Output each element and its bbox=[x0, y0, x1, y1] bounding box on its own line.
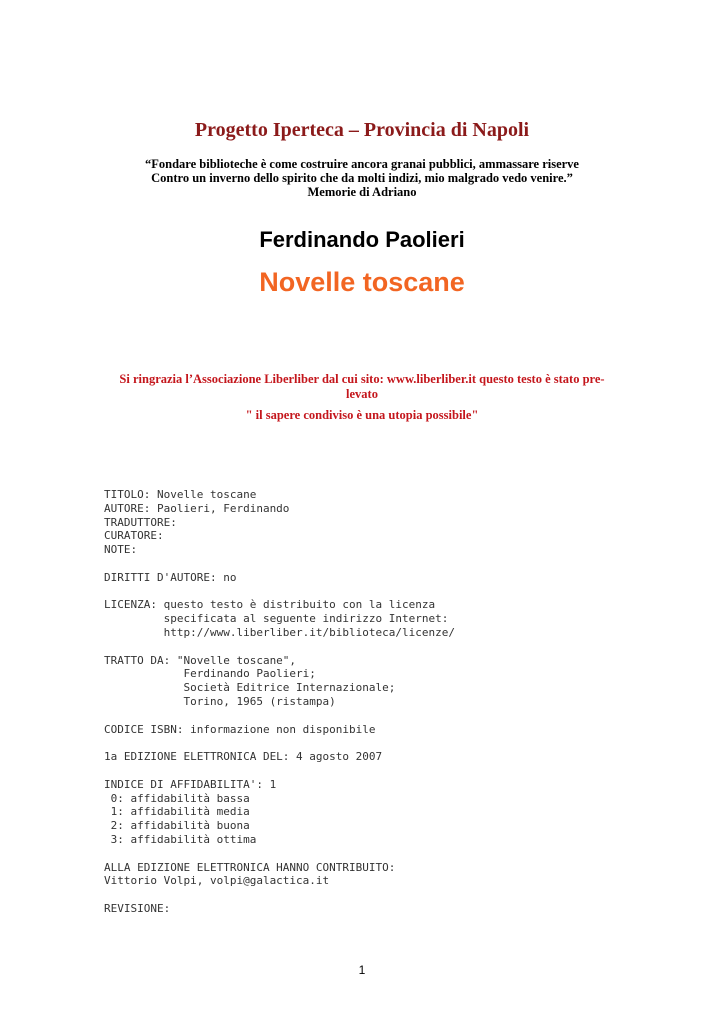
metadata-line: NOTE: bbox=[104, 543, 138, 557]
quote-line: “Fondare biblioteche è come costruire ancora granai pubblici, ammassare riserve bbox=[145, 157, 579, 171]
metadata-line: Ferdinando Paolieri; bbox=[104, 667, 316, 681]
metadata-line: LICENZA: questo testo è distribuito con la licenza bbox=[104, 598, 436, 612]
project-title: Progetto Iperteca – Provincia di Napoli bbox=[194, 119, 530, 141]
quote-line: Contro un inverno dello spirito che da molti indizi, mio malgrado vedo venire.” bbox=[151, 171, 573, 185]
metadata-blank-line bbox=[104, 709, 455, 723]
metadata-line: INDICE DI AFFIDABILITA': 1 bbox=[104, 777, 277, 791]
metadata-line: DIRITTI D'AUTORE: no bbox=[104, 570, 237, 584]
metadata-line: specificata al seguente indirizzo Internet: bbox=[104, 612, 449, 626]
metadata-line: ALLA EDIZIONE ELETTRONICA HANNO CONTRIBUITO: bbox=[104, 860, 396, 874]
metadata-blank-line bbox=[104, 888, 455, 902]
metadata-blank-line bbox=[104, 847, 455, 861]
metadata-blank-line bbox=[104, 764, 455, 778]
metadata-line: Torino, 1965 (ristampa) bbox=[104, 694, 336, 708]
metadata-line: TRADUTTORE: bbox=[104, 515, 177, 529]
metadata-line: 3: affidabilità ottima bbox=[104, 832, 257, 846]
metadata-line: AUTORE: Paolieri, Ferdinando bbox=[104, 501, 290, 515]
metadata-line: CURATORE: bbox=[104, 529, 164, 543]
quote-block bbox=[0, 157, 724, 199]
page-number: 1 bbox=[358, 963, 366, 977]
metadata-line: TITOLO: Novelle toscane bbox=[104, 488, 257, 501]
metadata-blank-line bbox=[104, 557, 455, 571]
metadata-line: 2: affidabilità buona bbox=[104, 819, 250, 833]
thanks-note bbox=[0, 372, 724, 402]
metadata-block bbox=[104, 488, 455, 916]
metadata-line: http://www.liberliber.it/biblioteca/licenze/ bbox=[104, 625, 455, 639]
metadata-line: CODICE ISBN: informazione non disponibile bbox=[104, 722, 376, 736]
motto: " il sapere condiviso è una utopia possibile" bbox=[245, 408, 479, 422]
book-author: Ferdinando Paolieri bbox=[259, 227, 465, 252]
thanks-line: levato bbox=[346, 387, 378, 401]
metadata-blank-line bbox=[104, 640, 455, 654]
metadata-line: REVISIONE: bbox=[104, 901, 171, 915]
metadata-line: 0: affidabilità bassa bbox=[104, 791, 250, 805]
metadata-line: Vittorio Volpi, volpi@galactica.it bbox=[104, 874, 330, 888]
metadata-blank-line bbox=[104, 585, 455, 599]
metadata-line: 1: affidabilità media bbox=[104, 805, 250, 819]
metadata-line: TRATTO DA: "Novelle toscane", bbox=[104, 653, 297, 667]
metadata-line: Società Editrice Internazionale; bbox=[104, 681, 396, 695]
quote-source: Memorie di Adriano bbox=[307, 185, 417, 199]
metadata-line: 1a EDIZIONE ELETTRONICA DEL: 4 agosto 2007 bbox=[104, 750, 383, 764]
thanks-line: Si ringrazia l’Associazione Liberliber dal cui sito: www.liberliber.it questo testo è stato pre- bbox=[119, 372, 605, 386]
book-title: Novelle toscane bbox=[259, 267, 465, 297]
metadata-blank-line bbox=[104, 736, 455, 750]
